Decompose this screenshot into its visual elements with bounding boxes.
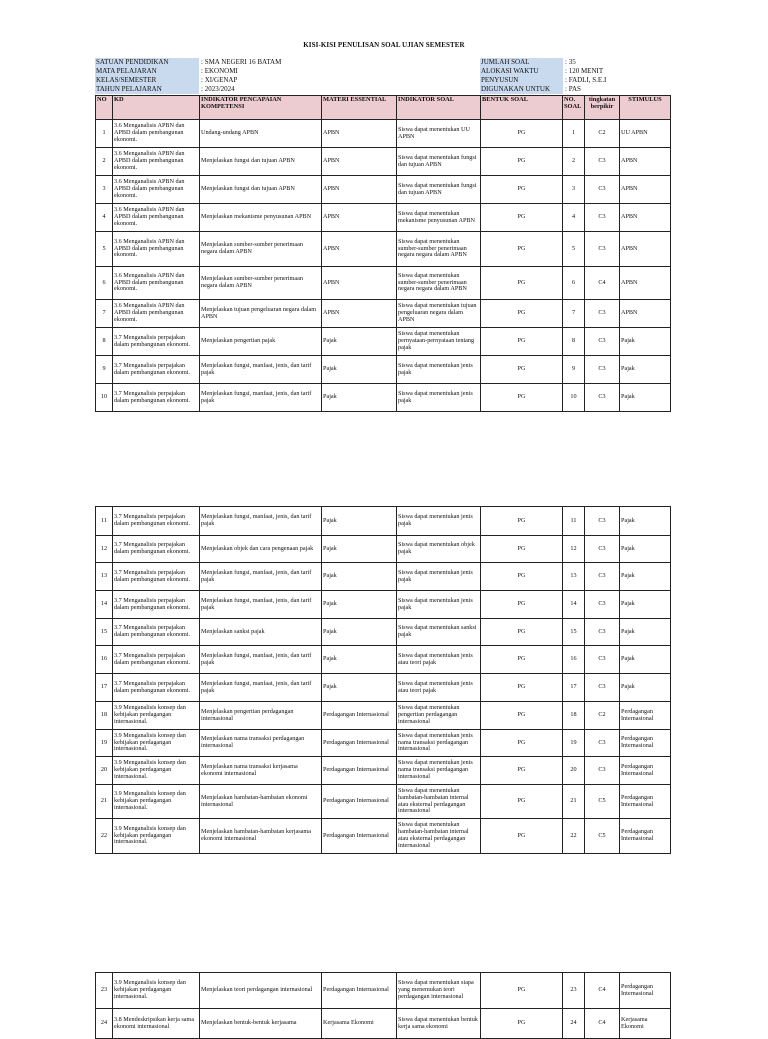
cell-materi: Perdagangan Internasional	[322, 730, 397, 757]
cell-no-soal: 5	[563, 232, 585, 267]
cell-stimulus: Pajak	[620, 384, 671, 412]
cell-indikator-kompetensi: Menjelaskan fungsi, manfaat, jenis, dan tarif pajak	[200, 356, 322, 384]
cell-indikator-kompetensi: Menjelaskan fungsi, manfaat, jenis, dan tarif pajak	[200, 591, 322, 619]
table-row	[96, 204, 671, 232]
cell-tingkatan: C3	[585, 619, 620, 646]
cell-no-soal: 10	[563, 384, 585, 412]
cell-materi: Perdagangan Internasional	[322, 785, 397, 819]
cell-bentuk-soal: PG	[481, 619, 563, 646]
cell-indikator-kompetensi: Menjelaskan pengertian pajak	[200, 328, 322, 356]
meta-value: : 2023/2024	[201, 85, 235, 93]
header-no-soal: NO. SOAL	[563, 96, 585, 120]
header-indikator-kompetensi: INDIKATOR PENCAPAIAN KOMPETENSI	[200, 96, 322, 120]
table-row	[96, 973, 671, 1009]
cell-tingkatan: C3	[585, 563, 620, 591]
cell-materi: Kerjasama Ekonomi	[322, 1009, 397, 1039]
cell-materi: APBN	[322, 176, 397, 204]
cell-no-soal: 21	[563, 785, 585, 819]
table-row	[96, 674, 671, 702]
cell-stimulus: APBN	[620, 176, 671, 204]
cell-no-soal: 14	[563, 591, 585, 619]
cell-tingkatan: C3	[585, 356, 620, 384]
cell-no: 17	[96, 674, 113, 702]
cell-bentuk-soal: PG	[481, 328, 563, 356]
table-row	[96, 730, 671, 757]
cell-no: 2	[96, 148, 113, 176]
cell-indikator-soal: Siswa dapat menentukan UU APBN	[397, 120, 481, 148]
cell-indikator-soal: Siswa dapat menentukan siapa yang menemukan teori perdagangan internasional	[397, 973, 481, 1009]
kisi-kisi-table-page-3	[95, 972, 671, 1039]
cell-kd: 3.7 Menganalisis perpajakan dalam pembangunan ekonomi.	[113, 356, 200, 384]
cell-indikator-kompetensi: Menjelaskan tujuan pengeluaran negara dalam APBN	[200, 300, 322, 328]
table-row	[96, 120, 671, 148]
table-row	[96, 356, 671, 384]
cell-indikator-soal: Siswa dapat menentukan jenis pajak	[397, 384, 481, 412]
table-row	[96, 267, 671, 300]
cell-tingkatan: C3	[585, 591, 620, 619]
cell-no: 20	[96, 757, 113, 785]
cell-tingkatan: C3	[585, 384, 620, 412]
cell-bentuk-soal: PG	[481, 646, 563, 674]
cell-indikator-soal: Siswa dapat menentukan jenis atau teori pajak	[397, 674, 481, 702]
meta-value: : XI/GENAP	[201, 76, 238, 84]
cell-tingkatan: C5	[585, 785, 620, 819]
cell-no: 11	[96, 507, 113, 536]
cell-no-soal: 24	[563, 1009, 585, 1039]
cell-kd: 3.7 Menganalisis perpajakan dalam pembangunan ekonomi.	[113, 328, 200, 356]
cell-kd: 3.9 Menganalisis konsep dan kebijakan perdagangan internasional.	[113, 702, 200, 730]
meta-value: : FADLI, S.E.I	[565, 76, 607, 84]
cell-stimulus: Kerjasama Ekonomi	[620, 1009, 671, 1039]
cell-kd: 3.7 Menganalisis perpajakan dalam pembangunan ekonomi.	[113, 646, 200, 674]
cell-indikator-kompetensi: Menjelaskan fungsi, manfaat, jenis, dan tarif pajak	[200, 384, 322, 412]
cell-tingkatan: C3	[585, 148, 620, 176]
cell-bentuk-soal: PG	[481, 674, 563, 702]
cell-indikator-soal: Siswa dapat menentukan pengertian perdagangan internasional	[397, 702, 481, 730]
cell-materi: APBN	[322, 300, 397, 328]
cell-stimulus: Pajak	[620, 536, 671, 563]
table-row	[96, 176, 671, 204]
cell-stimulus: Pajak	[620, 507, 671, 536]
table-row	[96, 384, 671, 412]
cell-materi: APBN	[322, 232, 397, 267]
cell-indikator-soal: Siswa dapat menentukan fungsi dan tujuan APBN	[397, 148, 481, 176]
cell-bentuk-soal: PG	[481, 148, 563, 176]
table-row	[96, 328, 671, 356]
cell-materi: APBN	[322, 120, 397, 148]
cell-indikator-kompetensi: Menjelaskan fungsi, manfaat, jenis, dan tarif pajak	[200, 507, 322, 536]
cell-kd: 3.6 Menganalisis APBN dan APBD dalam pembangunan ekonomi.	[113, 120, 200, 148]
cell-tingkatan: C3	[585, 757, 620, 785]
cell-stimulus: Pajak	[620, 674, 671, 702]
cell-no-soal: 8	[563, 328, 585, 356]
cell-no-soal: 7	[563, 300, 585, 328]
meta-label: DIGUNAKAN UNTUK	[480, 85, 563, 94]
meta-value: : SMA NEGERI 16 BATAM	[201, 58, 282, 66]
meta-label: SATUAN PENDIDIKAN	[95, 58, 199, 67]
cell-bentuk-soal: PG	[481, 757, 563, 785]
cell-materi: Pajak	[322, 563, 397, 591]
cell-no-soal: 11	[563, 507, 585, 536]
meta-row	[95, 85, 281, 94]
cell-indikator-soal: Siswa dapat menentukan jenis pajak	[397, 356, 481, 384]
meta-label: KELAS/SEMESTER	[95, 76, 199, 85]
meta-value: : PAS	[565, 85, 581, 93]
cell-no-soal: 1	[563, 120, 585, 148]
meta-row	[480, 67, 606, 76]
cell-stimulus: Pajak	[620, 356, 671, 384]
cell-no: 5	[96, 232, 113, 267]
cell-materi: APBN	[322, 148, 397, 176]
meta-row	[95, 58, 281, 67]
cell-tingkatan: C3	[585, 536, 620, 563]
cell-no: 23	[96, 973, 113, 1009]
cell-indikator-kompetensi: Undang-undang APBN	[200, 120, 322, 148]
cell-no-soal: 23	[563, 973, 585, 1009]
table-row	[96, 591, 671, 619]
cell-indikator-soal: Siswa dapat menentukan sumber-sumber penerimaan negara negara dalam APBN	[397, 232, 481, 267]
cell-no-soal: 16	[563, 646, 585, 674]
cell-stimulus: APBN	[620, 148, 671, 176]
kisi-kisi-table-page-2	[95, 506, 671, 854]
cell-bentuk-soal: PG	[481, 232, 563, 267]
meta-row	[95, 76, 281, 85]
cell-kd: 3.6 Menganalisis APBN dan APBD dalam pembangunan ekonomi.	[113, 300, 200, 328]
cell-stimulus: Perdagangan Internasional	[620, 757, 671, 785]
cell-tingkatan: C3	[585, 328, 620, 356]
cell-materi: Pajak	[322, 646, 397, 674]
cell-bentuk-soal: PG	[481, 120, 563, 148]
cell-bentuk-soal: PG	[481, 300, 563, 328]
cell-indikator-soal: Siswa dapat menentukan jenis pajak	[397, 563, 481, 591]
cell-indikator-kompetensi: Menjelaskan sumber-sumber penerimaan negara dalam APBN	[200, 232, 322, 267]
cell-bentuk-soal: PG	[481, 356, 563, 384]
cell-no: 21	[96, 785, 113, 819]
cell-stimulus: APBN	[620, 300, 671, 328]
cell-kd: 3.8 Mendeskripsikan kerja sama ekonomi internasional	[113, 1009, 200, 1039]
cell-no: 14	[96, 591, 113, 619]
cell-indikator-kompetensi: Menjelaskan fungsi dan tujuan APBN	[200, 176, 322, 204]
cell-no: 13	[96, 563, 113, 591]
cell-bentuk-soal: PG	[481, 267, 563, 300]
cell-kd: 3.9 Menganalisis konsep dan kebijakan perdagangan internasional.	[113, 819, 200, 854]
cell-kd: 3.7 Menganalisis perpajakan dalam pembangunan ekonomi.	[113, 384, 200, 412]
cell-tingkatan: C3	[585, 204, 620, 232]
meta-label: ALOKASI WAKTU	[480, 67, 563, 76]
cell-no-soal: 12	[563, 536, 585, 563]
cell-indikator-kompetensi: Menjelaskan pengertian perdagangan internasional	[200, 702, 322, 730]
cell-stimulus: Pajak	[620, 619, 671, 646]
cell-stimulus: Pajak	[620, 563, 671, 591]
cell-materi: Pajak	[322, 328, 397, 356]
cell-indikator-soal: Siswa dapat menentukan bentuk kerja sama ekonomi	[397, 1009, 481, 1039]
cell-stimulus: Perdagangan Internasional	[620, 702, 671, 730]
cell-kd: 3.7 Menganalisis perpajakan dalam pembangunan ekonomi.	[113, 536, 200, 563]
cell-no-soal: 15	[563, 619, 585, 646]
cell-bentuk-soal: PG	[481, 384, 563, 412]
cell-indikator-soal: Siswa dapat menentukan jenis nama transaksi perdagangan internasional	[397, 730, 481, 757]
cell-no: 18	[96, 702, 113, 730]
cell-no-soal: 6	[563, 267, 585, 300]
cell-tingkatan: C3	[585, 507, 620, 536]
cell-stimulus: Perdagangan Internasional	[620, 730, 671, 757]
cell-no: 22	[96, 819, 113, 854]
cell-indikator-soal: Siswa dapat menentukan jenis pajak	[397, 507, 481, 536]
cell-tingkatan: C3	[585, 232, 620, 267]
cell-stimulus: Pajak	[620, 328, 671, 356]
cell-materi: Perdagangan Internasional	[322, 973, 397, 1009]
cell-no: 1	[96, 120, 113, 148]
cell-indikator-kompetensi: Menjelaskan teori perdagangan internasional	[200, 973, 322, 1009]
cell-kd: 3.6 Menganalisis APBN dan APBD dalam pembangunan ekonomi.	[113, 204, 200, 232]
cell-bentuk-soal: PG	[481, 702, 563, 730]
cell-indikator-kompetensi: Menjelaskan hambatan-hambatan ekonomi internasional	[200, 785, 322, 819]
cell-kd: 3.9 Menganalisis konsep dan kebijakan perdagangan internasional.	[113, 757, 200, 785]
cell-indikator-soal: Siswa dapat menentukan mekanisme penyusunan APBN	[397, 204, 481, 232]
table-row	[96, 819, 671, 854]
cell-indikator-soal: Siswa dapat menentukan hambatan-hambatan internal atau eksternal perdagangan internasional	[397, 785, 481, 819]
cell-no: 16	[96, 646, 113, 674]
table-row	[96, 507, 671, 536]
cell-stimulus: Perdagangan Internasional	[620, 973, 671, 1009]
cell-kd: 3.7 Menganalisis perpajakan dalam pembangunan ekonomi.	[113, 619, 200, 646]
cell-stimulus: APBN	[620, 267, 671, 300]
cell-indikator-soal: Siswa dapat menentukan jenis nama transaksi perdagangan internasional	[397, 757, 481, 785]
cell-materi: Pajak	[322, 507, 397, 536]
cell-no-soal: 19	[563, 730, 585, 757]
meta-left-block	[95, 58, 281, 94]
cell-bentuk-soal: PG	[481, 785, 563, 819]
table-row	[96, 300, 671, 328]
cell-no-soal: 4	[563, 204, 585, 232]
cell-indikator-soal: Siswa dapat menentukan jenis pajak	[397, 591, 481, 619]
cell-bentuk-soal: PG	[481, 176, 563, 204]
cell-materi: Perdagangan Internasional	[322, 819, 397, 854]
meta-label: JUMLAH SOAL	[480, 58, 563, 67]
cell-stimulus: UU APBN	[620, 120, 671, 148]
cell-tingkatan: C3	[585, 176, 620, 204]
cell-indikator-kompetensi: Menjelaskan bentuk-bentuk kerjasama	[200, 1009, 322, 1039]
cell-stimulus: APBN	[620, 232, 671, 267]
cell-indikator-kompetensi: Menjelaskan objek dan cara pengenaan pajak	[200, 536, 322, 563]
header-indikator-soal: INDIKATOR SOAL	[397, 96, 481, 120]
header-materi: MATERI ESSENTIAL	[322, 96, 397, 120]
cell-bentuk-soal: PG	[481, 973, 563, 1009]
meta-row	[480, 58, 606, 67]
cell-no-soal: 17	[563, 674, 585, 702]
cell-indikator-kompetensi: Menjelaskan nama transaksi perdagangan internasional	[200, 730, 322, 757]
cell-bentuk-soal: PG	[481, 730, 563, 757]
table-row	[96, 757, 671, 785]
cell-kd: 3.9 Menganalisis konsep dan kebijakan perdagangan internasional.	[113, 973, 200, 1009]
cell-kd: 3.7 Menganalisis perpajakan dalam pembangunan ekonomi.	[113, 507, 200, 536]
cell-bentuk-soal: PG	[481, 591, 563, 619]
cell-indikator-soal: Siswa dapat menentukan fungsi dan tujuan APBN	[397, 176, 481, 204]
cell-stimulus: APBN	[620, 204, 671, 232]
meta-value: : 120 MENIT	[565, 67, 604, 75]
cell-kd: 3.6 Menganalisis APBN dan APBD dalam pembangunan ekonomi.	[113, 148, 200, 176]
cell-materi: Pajak	[322, 536, 397, 563]
cell-indikator-soal: Siswa dapat menentukan jenis atau teori pajak	[397, 646, 481, 674]
cell-no: 24	[96, 1009, 113, 1039]
meta-row	[480, 76, 606, 85]
cell-bentuk-soal: PG	[481, 563, 563, 591]
header-no: NO	[96, 96, 113, 120]
cell-materi: Pajak	[322, 356, 397, 384]
meta-value: : EKONOMI	[201, 67, 238, 75]
cell-indikator-kompetensi: Menjelaskan sanksi pajak	[200, 619, 322, 646]
meta-row	[480, 85, 606, 94]
document-title: KISI-KISI PENULISAN SOAL UJIAN SEMESTER	[303, 41, 465, 49]
cell-materi: APBN	[322, 204, 397, 232]
cell-no: 12	[96, 536, 113, 563]
table-row	[96, 536, 671, 563]
cell-bentuk-soal: PG	[481, 204, 563, 232]
cell-materi: Pajak	[322, 619, 397, 646]
table-row	[96, 619, 671, 646]
cell-materi: Perdagangan Internasional	[322, 702, 397, 730]
cell-no: 7	[96, 300, 113, 328]
cell-kd: 3.6 Menganalisis APBN dan APBD dalam pembangunan ekonomi.	[113, 176, 200, 204]
cell-indikator-soal: Siswa dapat menentukan objek pajak	[397, 536, 481, 563]
cell-kd: 3.6 Menganalisis APBN dan APBD dalam pembangunan ekonomi.	[113, 232, 200, 267]
table-row	[96, 646, 671, 674]
cell-no-soal: 9	[563, 356, 585, 384]
cell-indikator-kompetensi: Menjelaskan sumber-sumber penerimaan negara dalam APBN	[200, 267, 322, 300]
cell-materi: Pajak	[322, 384, 397, 412]
meta-label: TAHUN PELAJARAN	[95, 85, 199, 94]
cell-indikator-kompetensi: Menjelaskan mekanisme penyusunan APBN	[200, 204, 322, 232]
cell-materi: Pajak	[322, 674, 397, 702]
cell-tingkatan: C4	[585, 1009, 620, 1039]
cell-bentuk-soal: PG	[481, 819, 563, 854]
meta-label: MATA PELAJARAN	[95, 67, 199, 76]
cell-indikator-kompetensi: Menjelaskan fungsi, manfaat, jenis, dan tarif pajak	[200, 674, 322, 702]
cell-tingkatan: C2	[585, 702, 620, 730]
header-tingkatan: tingkatan berpikir	[585, 96, 620, 120]
cell-indikator-soal: Siswa dapat menentukan sumber-sumber penerimaan negara negara dalam APBN	[397, 267, 481, 300]
cell-bentuk-soal: PG	[481, 507, 563, 536]
meta-right-block	[480, 58, 606, 94]
cell-tingkatan: C4	[585, 973, 620, 1009]
cell-materi: Perdagangan Internasional	[322, 757, 397, 785]
cell-no: 3	[96, 176, 113, 204]
cell-tingkatan: C5	[585, 819, 620, 854]
cell-no: 6	[96, 267, 113, 300]
cell-no-soal: 22	[563, 819, 585, 854]
cell-bentuk-soal: PG	[481, 1009, 563, 1039]
cell-no-soal: 13	[563, 563, 585, 591]
cell-kd: 3.7 Menganalisis perpajakan dalam pembangunan ekonomi.	[113, 674, 200, 702]
cell-kd: 3.9 Menganalisis konsep dan kebijakan perdagangan internasional.	[113, 785, 200, 819]
table-row	[96, 563, 671, 591]
header-bentuk-soal: BENTUK SOAL	[481, 96, 563, 120]
header-stimulus: STIMULUS	[620, 96, 671, 120]
header-kd: KD	[113, 96, 200, 120]
cell-indikator-soal: Siswa dapat menentukan sanksi pajak	[397, 619, 481, 646]
cell-indikator-kompetensi: Menjelaskan fungsi, manfaat, jenis, dan tarif pajak	[200, 563, 322, 591]
meta-row	[95, 67, 281, 76]
table-row	[96, 232, 671, 267]
meta-label: PENYUSUN	[480, 76, 563, 85]
cell-no-soal: 20	[563, 757, 585, 785]
cell-tingkatan: C4	[585, 267, 620, 300]
cell-no: 19	[96, 730, 113, 757]
cell-tingkatan: C3	[585, 646, 620, 674]
cell-bentuk-soal: PG	[481, 536, 563, 563]
cell-indikator-kompetensi: Menjelaskan fungsi dan tujuan APBN	[200, 148, 322, 176]
cell-tingkatan: C3	[585, 300, 620, 328]
table-row	[96, 785, 671, 819]
cell-tingkatan: C3	[585, 730, 620, 757]
cell-indikator-kompetensi: Menjelaskan nama transaksi kerjasama ekonomi internasional	[200, 757, 322, 785]
cell-stimulus: Pajak	[620, 646, 671, 674]
cell-stimulus: Perdagangan Internasional	[620, 785, 671, 819]
cell-kd: 3.7 Menganalisis perpajakan dalam pembangunan ekonomi.	[113, 591, 200, 619]
cell-no-soal: 2	[563, 148, 585, 176]
cell-no-soal: 3	[563, 176, 585, 204]
cell-indikator-kompetensi: Menjelaskan hambatan-hambatan kerjasama ekonomi internasional	[200, 819, 322, 854]
cell-no: 9	[96, 356, 113, 384]
cell-no: 8	[96, 328, 113, 356]
cell-materi: Pajak	[322, 591, 397, 619]
cell-no-soal: 18	[563, 702, 585, 730]
cell-stimulus: Pajak	[620, 591, 671, 619]
cell-materi: APBN	[322, 267, 397, 300]
cell-indikator-kompetensi: Menjelaskan fungsi, manfaat, jenis, dan tarif pajak	[200, 646, 322, 674]
meta-value: : 35	[565, 58, 576, 66]
cell-no: 10	[96, 384, 113, 412]
cell-indikator-soal: Siswa dapat menentukan tujuan pengeluaran negara dalam APBN	[397, 300, 481, 328]
cell-kd: 3.7 Menganalisis perpajakan dalam pembangunan ekonomi.	[113, 563, 200, 591]
table-row	[96, 702, 671, 730]
cell-kd: 3.6 Menganalisis APBN dan APBD dalam pembangunan ekonomi.	[113, 267, 200, 300]
kisi-kisi-table-page-1	[95, 95, 671, 412]
cell-indikator-soal: Siswa dapat menentukan pernyataan-pernyataan tentang pajak	[397, 328, 481, 356]
cell-tingkatan: C3	[585, 674, 620, 702]
cell-indikator-soal: Siswa dapat menentukan hambatan-hambatan internal atau eksternal perdagangan internasional	[397, 819, 481, 854]
cell-no: 15	[96, 619, 113, 646]
cell-stimulus: Perdagangan Internasional	[620, 819, 671, 854]
cell-no: 4	[96, 204, 113, 232]
table-header-row	[96, 96, 671, 120]
cell-kd: 3.9 Menganalisis konsep dan kebijakan perdagangan internasional.	[113, 730, 200, 757]
table-row	[96, 148, 671, 176]
cell-tingkatan: C2	[585, 120, 620, 148]
